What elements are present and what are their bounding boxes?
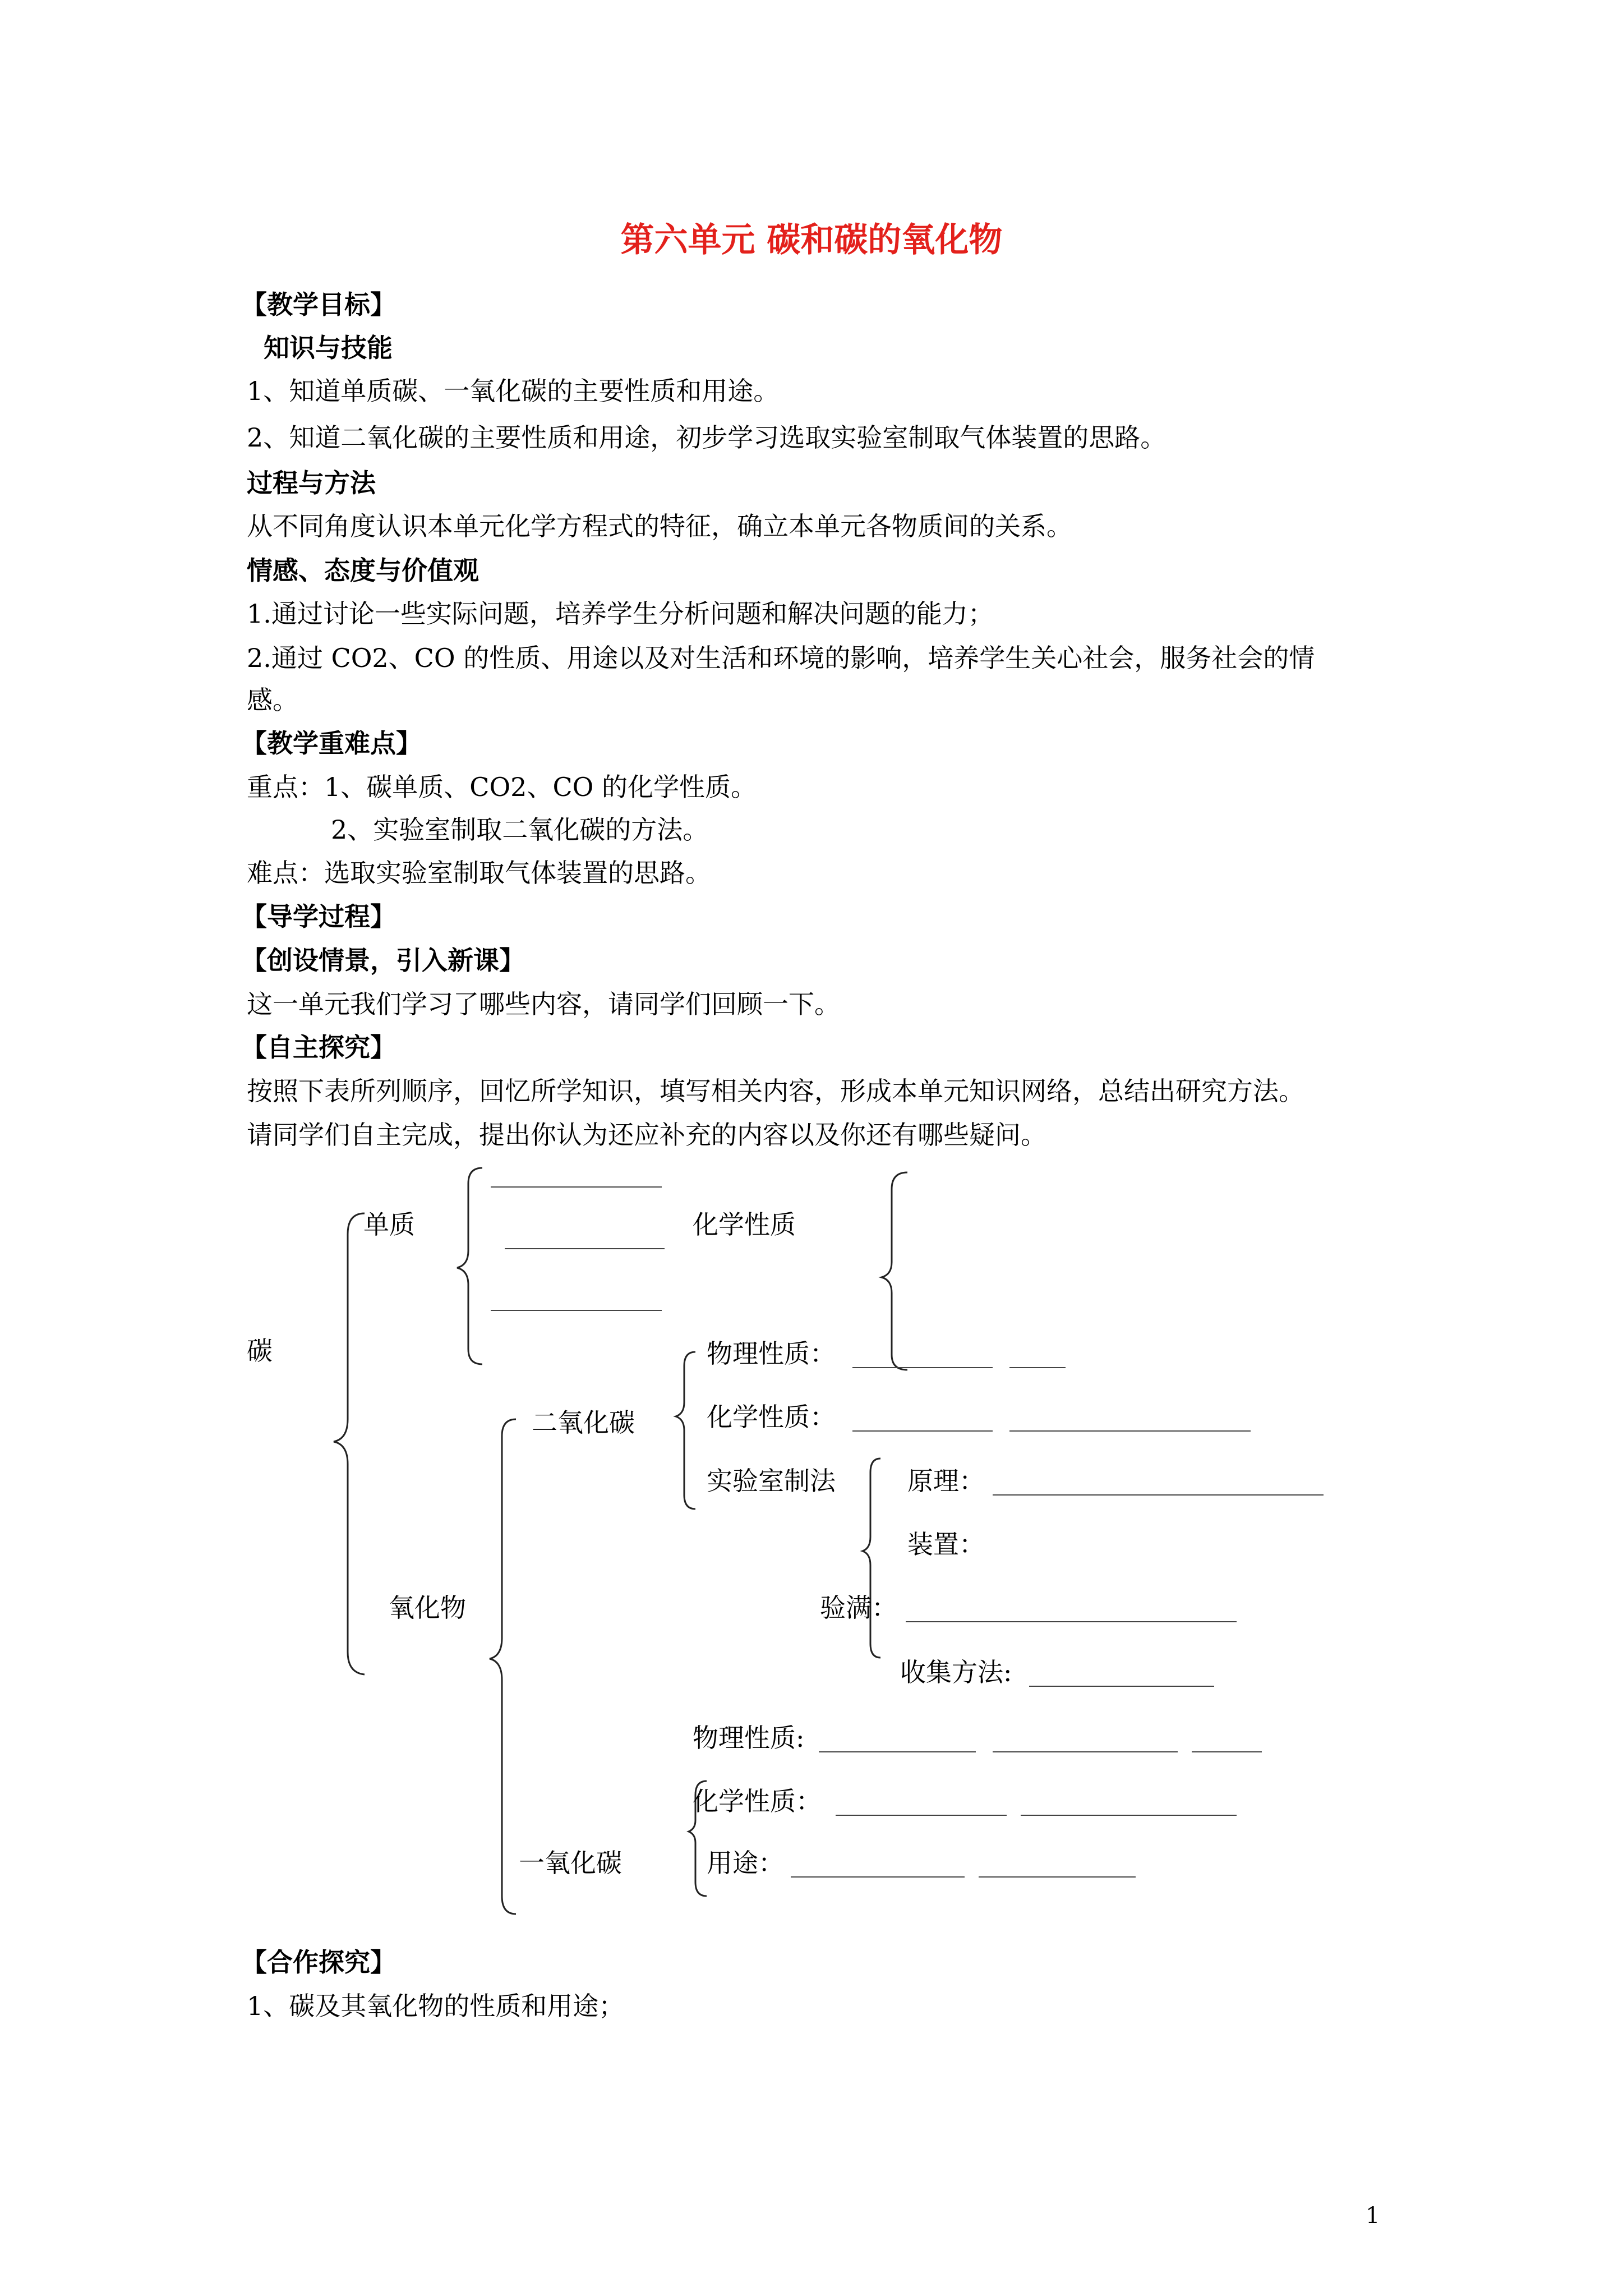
key-point-2: 2、实验室制取二氧化碳的方法。 xyxy=(331,815,709,845)
difficulty-point: 难点：选取实验室制取气体装置的思路。 xyxy=(247,858,711,888)
diagram-co: 一氧化碳 xyxy=(519,1848,622,1878)
diagram-oxide: 氧化物 xyxy=(389,1593,466,1623)
blank-line xyxy=(1021,1815,1237,1816)
brace-co2 xyxy=(676,1352,695,1509)
diagram-co2-phys: 物理性质： xyxy=(707,1338,836,1369)
subheading-process: 过程与方法 xyxy=(247,468,376,498)
key-point-1: 重点：1、碳单质、CO2、CO 的化学性质。 xyxy=(247,772,757,802)
diagram-principle: 原理： xyxy=(907,1466,985,1496)
diagram-collect: 收集方法: xyxy=(900,1657,1012,1687)
brace-carbon xyxy=(334,1213,365,1674)
page-title: 第六单元 碳和碳的氧化物 xyxy=(620,220,1003,260)
diagram-co-use: 用途： xyxy=(707,1848,784,1878)
section-objectives: 【教学目标】 xyxy=(241,289,396,320)
section-self-exploration: 【自主探究】 xyxy=(241,1032,396,1062)
diagram-co2: 二氧化碳 xyxy=(532,1407,635,1438)
diagram-test-full: 验满： xyxy=(820,1593,897,1623)
subheading-emotion: 情感、态度与价值观 xyxy=(247,555,479,586)
blank-line xyxy=(979,1876,1136,1878)
diagram-co2-lab: 实验室制法 xyxy=(707,1466,836,1496)
section-introduction: 【创设情景，引入新课】 xyxy=(241,945,525,976)
diagram-apparatus: 装置： xyxy=(907,1529,985,1559)
blank-line xyxy=(852,1367,993,1368)
blank-line xyxy=(1009,1430,1251,1432)
diagram-element: 单质 xyxy=(363,1209,415,1240)
brace-element xyxy=(457,1168,482,1364)
blank-line xyxy=(791,1876,965,1878)
brace-oxide xyxy=(490,1419,516,1914)
section-key-points: 【教学重难点】 xyxy=(241,728,422,758)
knowledge-item-2: 2、知道二氧化碳的主要性质和用途，初步学习选取实验室制取气体装置的思路。 xyxy=(247,422,1166,453)
diagram-co2-chem: 化学性质： xyxy=(707,1402,836,1432)
blank-line xyxy=(491,1310,662,1311)
blank-line xyxy=(1009,1367,1066,1368)
page-number: 1 xyxy=(1366,2203,1380,2229)
brace-element-chem xyxy=(882,1172,907,1370)
subheading-knowledge: 知识与技能 xyxy=(264,333,393,363)
blank-line xyxy=(993,1751,1178,1752)
emotion-item-1: 1.通过讨论一些实际问题，培养学生分析问题和解决问题的能力； xyxy=(247,599,994,629)
section-guided-process: 【导学过程】 xyxy=(241,901,396,932)
knowledge-item-1: 1、知道单质碳、一氧化碳的主要性质和用途。 xyxy=(247,376,780,406)
blank-line xyxy=(1029,1686,1214,1687)
blank-line xyxy=(491,1186,662,1188)
self-exploration-text-1: 按照下表所列顺序，回忆所学知识，填写相关内容，形成本单元知识网络，总结出研究方法。 xyxy=(247,1076,1304,1106)
self-exploration-text-2: 请同学们自主完成，提出你认为还应补充的内容以及你还有哪些疑问。 xyxy=(247,1120,1046,1150)
blank-line xyxy=(836,1815,1007,1816)
brace-lab-method xyxy=(863,1458,880,1658)
blank-line xyxy=(852,1430,993,1432)
process-item-1: 从不同角度认识本单元化学方程式的特征，确立本单元各物质间的关系。 xyxy=(247,511,1072,541)
introduction-text: 这一单元我们学习了哪些内容，请同学们回顾一下。 xyxy=(247,989,840,1019)
emotion-item-2: 2.通过 CO2、CO 的性质、用途以及对生活和环境的影响，培养学生关心社会，服务社会的情 xyxy=(247,643,1315,673)
diagram-element-chem: 化学性质 xyxy=(693,1209,796,1240)
blank-line xyxy=(1192,1751,1262,1752)
section-cooperative: 【合作探究】 xyxy=(241,1947,396,1977)
diagram-co-chem: 化学性质： xyxy=(693,1786,822,1816)
blank-line xyxy=(993,1494,1324,1496)
blank-line xyxy=(819,1751,976,1752)
blank-line xyxy=(906,1621,1237,1622)
emotion-item-2-cont: 感。 xyxy=(247,685,298,715)
diagram-co-phys: 物理性质: xyxy=(693,1723,805,1753)
cooperative-item-1: 1、碳及其氧化物的性质和用途； xyxy=(247,1991,625,2021)
blank-line xyxy=(505,1248,665,1249)
diagram-carbon: 碳 xyxy=(247,1336,273,1366)
